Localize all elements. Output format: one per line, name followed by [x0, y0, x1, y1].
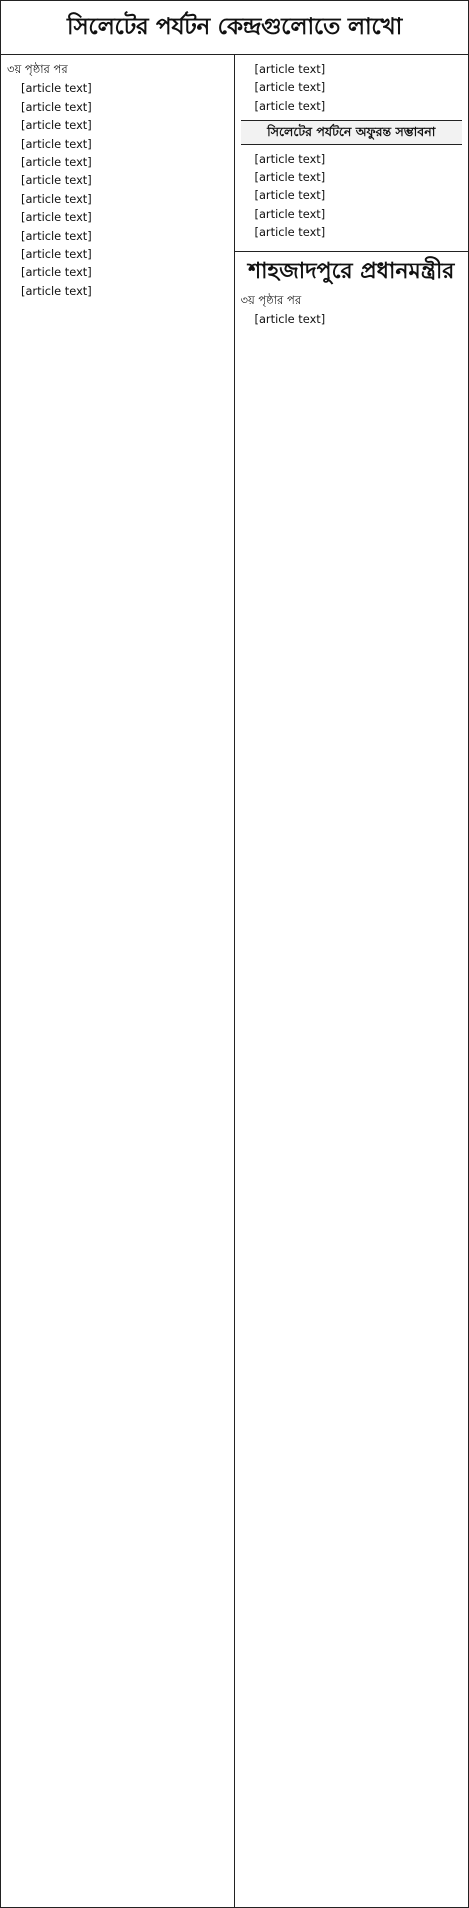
paragraph: [article text]	[21, 81, 92, 96]
paragraph: [article text]	[21, 173, 92, 188]
paragraph: [article text]	[254, 170, 326, 185]
paragraph: [article text]	[21, 228, 92, 243]
story2-body	[241, 311, 463, 327]
paragraph: [article text]	[254, 312, 326, 327]
story2-jump-line: ৩য় পৃষ্ঠার পর	[240, 293, 302, 308]
story1-jump-line: ৩য় পৃষ্ঠার পর	[7, 62, 68, 76]
story1-subhead: সিলেটের পর্যটনে অফুরন্ত সম্ভাবনা	[241, 120, 463, 144]
paragraph: [article text]	[21, 283, 92, 298]
story1-left-body	[7, 80, 228, 299]
paragraph: [article text]	[21, 155, 92, 170]
paragraph: [article text]	[21, 247, 92, 262]
columns	[1, 55, 468, 1907]
paragraph: [article text]	[21, 210, 92, 225]
paragraph: [article text]	[21, 99, 92, 114]
right-column	[235, 55, 469, 1907]
paragraph: [article text]	[254, 206, 326, 221]
paragraph: [article text]	[254, 62, 326, 76]
story1-right-body	[241, 61, 463, 114]
story1-headline: সিলেটের পর্যটন কেন্দ্রগুলোতে লাখো	[1, 1, 468, 55]
paragraph: [article text]	[254, 98, 326, 113]
paragraph: [article text]	[21, 191, 92, 206]
paragraph: [article text]	[254, 225, 326, 240]
paragraph: [article text]	[21, 136, 92, 151]
paragraph: [article text]	[254, 151, 326, 166]
story2-headline: শাহজাদপুরে প্রধানমন্ত্রীর	[248, 258, 455, 284]
paragraph: [article text]	[254, 188, 326, 203]
paragraph: [article text]	[21, 118, 92, 133]
paragraph: [article text]	[254, 80, 326, 95]
paragraph: [article text]	[21, 265, 92, 280]
story1-right-body-2	[241, 151, 463, 241]
left-column	[1, 55, 235, 1907]
